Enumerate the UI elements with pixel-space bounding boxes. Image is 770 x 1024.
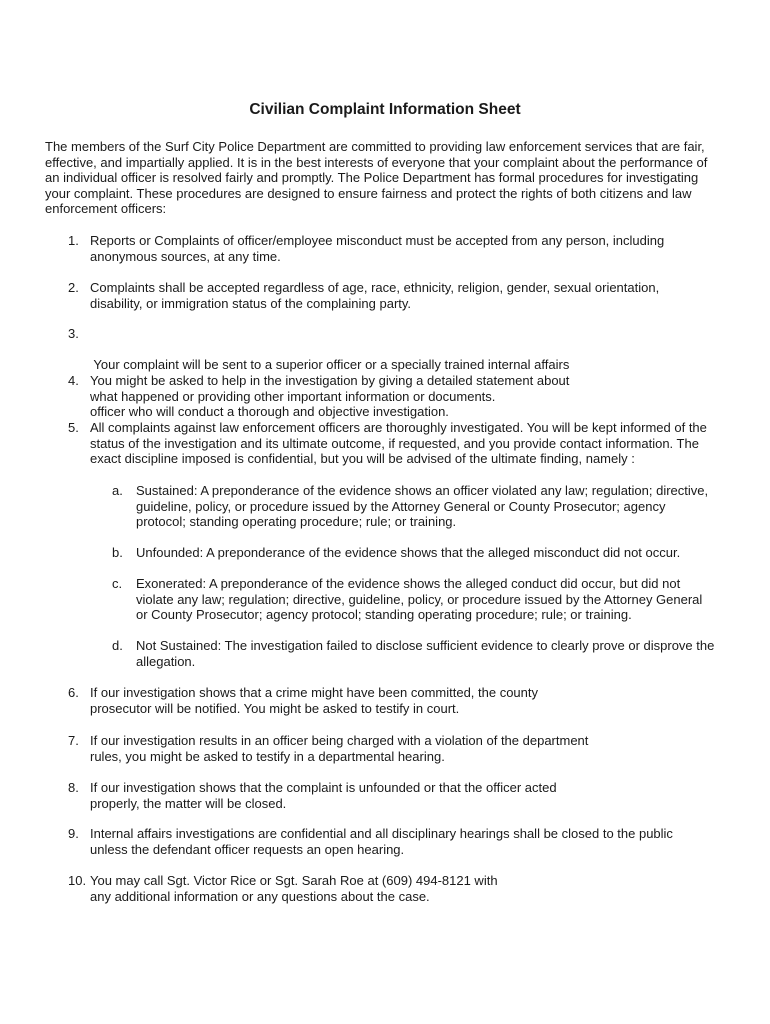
item-line: unless the defendant officer requests an open hearing. (90, 841, 405, 857)
item-number: 8. (68, 780, 79, 795)
finding-letter: b. (112, 545, 123, 560)
item-line: disability, or immigration status of the complaining party. (90, 295, 412, 311)
item-line: If our investigation shows that a crime might have been committed, the county (90, 685, 539, 700)
item-line: what happened or providing other important information or documents. (90, 388, 496, 404)
item-line: officer who will conduct a thorough and objective investigation. (90, 403, 449, 419)
finding-line: protocol; standing operating procedure; rule; or training. (136, 514, 457, 530)
item-number: 5. (68, 420, 79, 435)
item-line: anonymous sources, at any time. (90, 248, 281, 264)
item-number: 9. (68, 826, 79, 841)
item-number: 4. (68, 373, 79, 388)
item-text (90, 873, 710, 904)
item-text (90, 685, 710, 716)
item-text (90, 373, 710, 404)
finding-line: or County Prosecutor; agency protocol; standing operating procedure; rule; or training. (136, 607, 632, 623)
item-line: rules, you might be asked to testify in a departmental hearing. (90, 748, 445, 764)
finding-line: allegation. (136, 653, 196, 669)
item-line: All complaints against law enforcement officers are thoroughly investigated. You will be kept informed of the (90, 420, 707, 435)
item-text (90, 733, 710, 764)
finding-text (136, 545, 716, 561)
finding-line: Unfounded: A preponderance of the evidence shows that the alleged misconduct did not occur. (136, 545, 681, 560)
item-number: 7. (68, 733, 79, 748)
item-text (90, 420, 710, 467)
item-number: 6. (68, 685, 79, 700)
item-line: You may call Sgt. Victor Rice or Sgt. Sarah Roe at (609) 494-8121 with (90, 873, 498, 888)
item-line: prosecutor will be notified. You might be asked to testify in court. (90, 700, 460, 716)
item-text (90, 233, 710, 264)
item-text (90, 826, 710, 857)
item-line: any additional information or any questions about the case. (90, 888, 430, 904)
intro-line: enforcement officers: (45, 201, 167, 217)
item-line: Internal affairs investigations are confidential and all disciplinary hearings shall be closed to the public (90, 826, 673, 841)
finding-letter: c. (112, 576, 123, 591)
item-line: Complaints shall be accepted regardless of age, race, ethnicity, religion, gender, sexual orientation, (90, 280, 660, 295)
item-text (90, 780, 710, 811)
finding-letter: d. (112, 638, 123, 653)
item-line: You might be asked to help in the investigation by giving a detailed statement about (90, 373, 570, 388)
intro-paragraph (45, 139, 735, 217)
item-number: 10. (68, 873, 87, 888)
intro-line: effective, and impartially applied. It is in the best interests of everyone that your complaint about the performance of (45, 154, 708, 170)
item-line: status of the investigation and its ultimate outcome, if requested, and you provide contact information. The (90, 435, 699, 451)
finding-line: Not Sustained: The investigation failed to disclose sufficient evidence to clearly prove or disprove the (136, 638, 715, 653)
item-text (90, 280, 710, 311)
finding-line: guideline, policy, or procedure issued by the Attorney General or County Prosecutor; agency (136, 498, 666, 514)
item-line: If our investigation shows that the complaint is unfounded or that the officer acted (90, 780, 557, 795)
finding-text (136, 483, 716, 530)
finding-line: Exonerated: A preponderance of the evidence shows the alleged conduct did occur, but did not (136, 576, 681, 591)
item-line: properly, the matter will be closed. (90, 795, 287, 811)
document-title: Civilian Complaint Information Sheet (249, 101, 521, 118)
finding-line: Sustained: A preponderance of the evidence shows an officer violated any law; regulation; directive, (136, 483, 709, 498)
finding-text (136, 576, 716, 623)
intro-line: an individual officer is resolved fairly and promptly. The Police Department has formal procedures for investigating (45, 170, 699, 186)
intro-line: The members of the Surf City Police Department are committed to providing law enforcement services that are fair, (45, 139, 705, 154)
item-line: Reports or Complaints of officer/employee misconduct must be accepted from any person, including (90, 233, 665, 248)
item-line: exact discipline imposed is confidential, but you will be advised of the ultimate finding, namely : (90, 451, 635, 467)
item-number: 2. (68, 280, 79, 295)
item-line: Your complaint will be sent to a superior officer or a specially trained internal affairs (90, 357, 570, 373)
item-number: 1. (68, 233, 79, 248)
finding-text (136, 638, 716, 669)
intro-line: your complaint. These procedures are designed to ensure fairness and protect the rights of both citizens and law (45, 185, 692, 201)
item-line: If our investigation results in an officer being charged with a violation of the department (90, 733, 589, 748)
finding-line: violate any law; regulation; directive, guideline, policy, or procedure issued by the Attorney General (136, 591, 703, 607)
finding-letter: a. (112, 483, 123, 498)
item-number: 3. (68, 326, 79, 341)
